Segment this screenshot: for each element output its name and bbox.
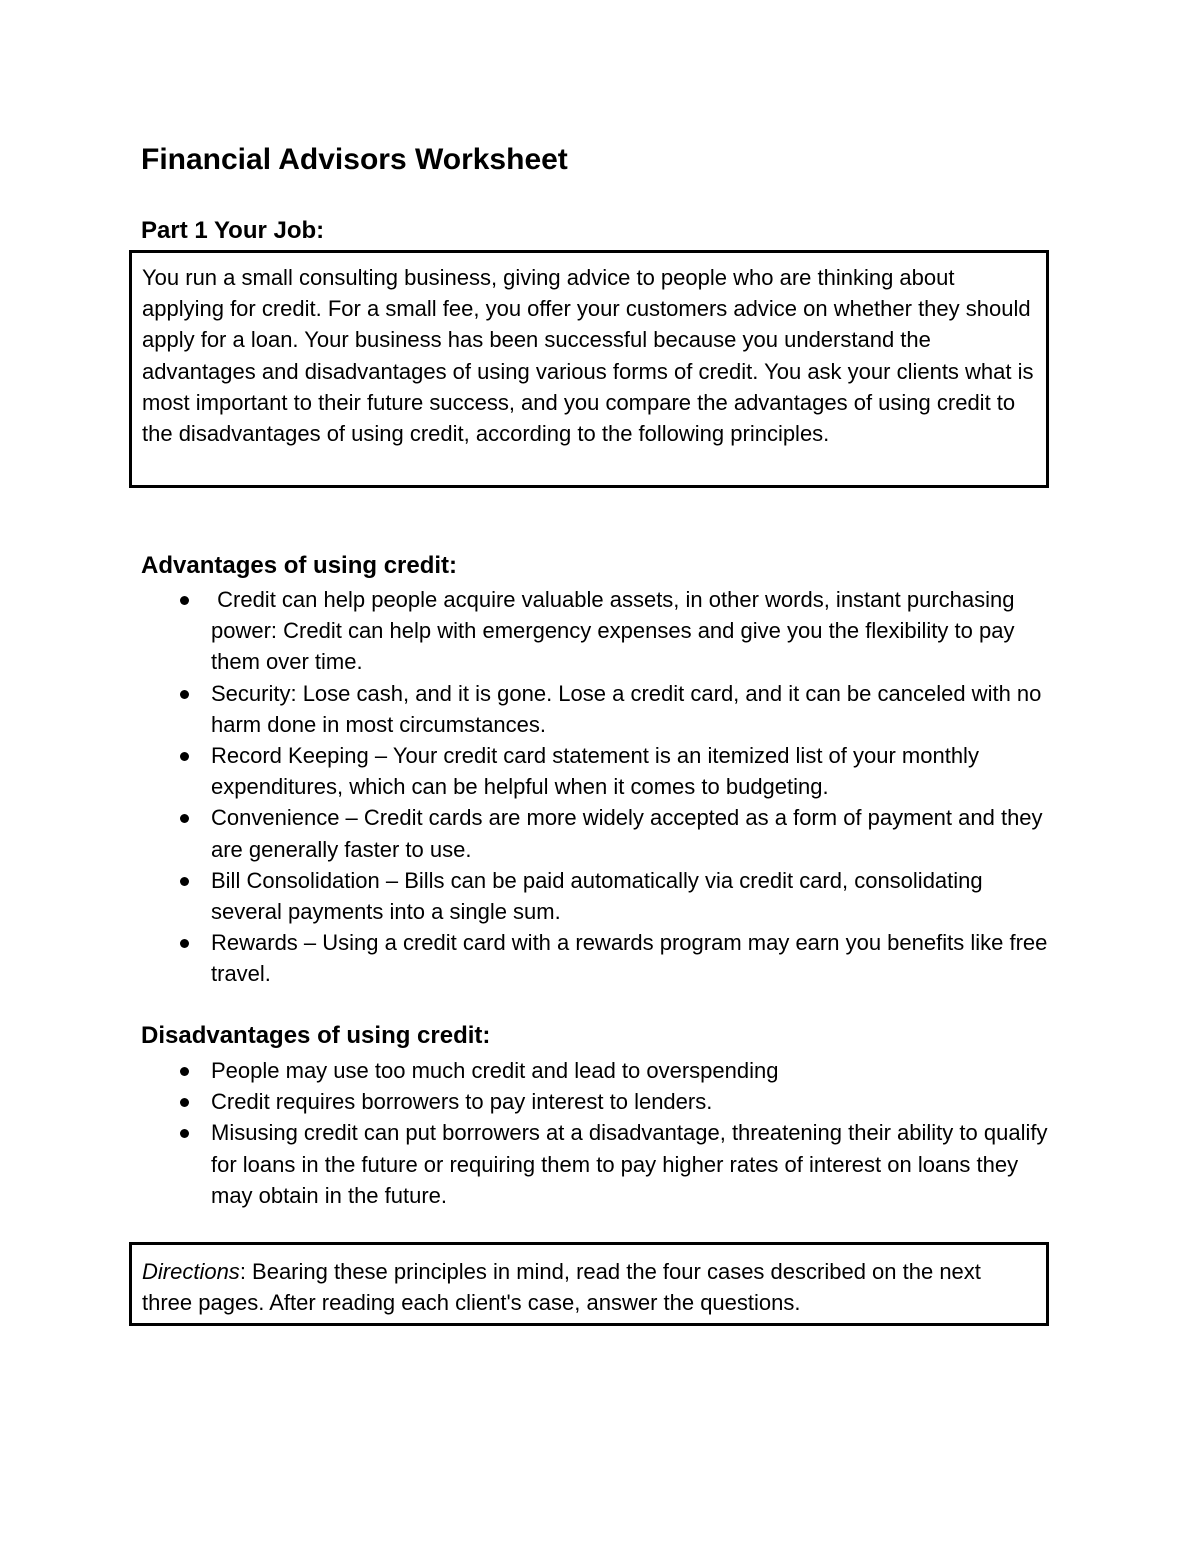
- list-item-text: Rewards – Using a credit card with a rewards program may earn you benefits like free travel.: [211, 930, 1048, 987]
- list-item-text: Credit can help people acquire valuable assets, in other words, instant purchasing power: Credit can help with emergency expenses and give you the flexibility to pay them over time.: [211, 587, 1021, 675]
- list-item: [141, 802, 1056, 864]
- job-description-text: You run a small consulting business, giving advice to people who are thinking about applying for credit. For a small fee, you offer your customers advice on whether they should apply for a loan. Your business has been successful because you understand the advantages and disadvantages of using various forms of credit. You ask your clients what is most important to their future success, and you compare the advantages of using credit to the disadvantages of using credit, according to the following principles.: [142, 265, 1034, 447]
- bullet-icon: [180, 877, 189, 886]
- job-description-box: [129, 250, 1049, 488]
- part1-heading: Part 1 Your Job:: [141, 217, 325, 244]
- directions-box: [129, 1242, 1049, 1326]
- list-item-text: People may use too much credit and lead to overspending: [211, 1058, 779, 1083]
- bullet-icon: [180, 752, 189, 761]
- bullet-icon: [180, 690, 189, 699]
- list-item: [141, 584, 1056, 678]
- list-item: [141, 927, 1056, 989]
- bullet-icon: [180, 1129, 189, 1138]
- disadvantages-heading: Disadvantages of using credit:: [141, 1022, 491, 1049]
- list-item-text: Credit requires borrowers to pay interest to lenders.: [211, 1089, 713, 1115]
- bullet-icon: [180, 1098, 189, 1107]
- bullet-icon: [180, 1067, 189, 1076]
- list-item-text: Record Keeping – Your credit card statement is an itemized list of your monthly expenditures, which can be helpful when it comes to budgeting.: [211, 743, 979, 800]
- list-item-text: Convenience – Credit cards are more widely accepted as a form of payment and they are generally faster to use.: [211, 805, 1043, 862]
- directions-text: : Bearing these principles in mind, read the four cases described on the next three pages. After reading each client's case, answer the questions.: [142, 1259, 981, 1316]
- advantages-heading: Advantages of using credit:: [141, 552, 458, 579]
- directions-label: Directions: [142, 1259, 240, 1284]
- list-item: [141, 1086, 1056, 1117]
- list-item: [141, 1055, 1056, 1086]
- page-title: Financial Advisors Worksheet: [141, 143, 568, 176]
- list-item: [141, 1117, 1056, 1211]
- bullet-icon: [180, 814, 189, 823]
- list-item: [141, 740, 1056, 802]
- bullet-icon: [180, 939, 189, 948]
- bullet-icon: [180, 596, 189, 605]
- advantages-list: [141, 584, 1056, 990]
- list-item-text: Bill Consolidation – Bills can be paid automatically via credit card, consolidating several payments into a single sum.: [211, 867, 983, 925]
- list-item-text: Misusing credit can put borrowers at a disadvantage, threatening their ability to qualify for loans in the future or requiring them to pay higher rates of interest on loans they may obtain in the future.: [211, 1120, 1048, 1208]
- list-item: [141, 865, 1056, 927]
- disadvantages-list: [141, 1055, 1056, 1211]
- list-item-text: Security: Lose cash, and it is gone. Lose a credit card, and it can be canceled with no harm done in most circumstances.: [211, 680, 1042, 737]
- list-item: [141, 678, 1056, 740]
